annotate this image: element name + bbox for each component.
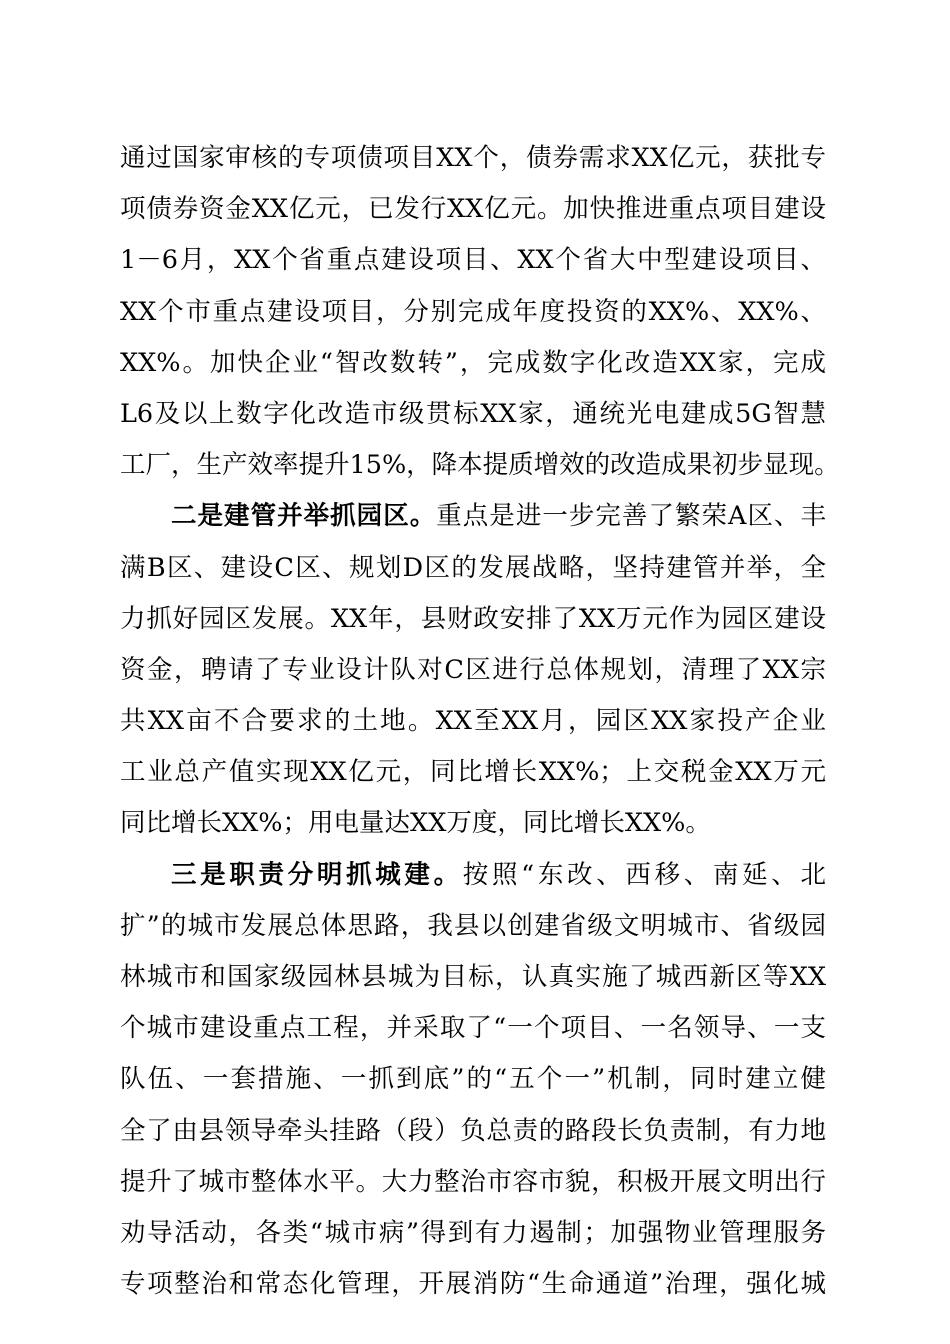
text-line-first	[120, 491, 826, 542]
text-line: 劝导活动，各类“城市病”得到有力遏制；加强物业管理服务	[120, 1217, 826, 1248]
paragraph-1	[120, 133, 840, 491]
paragraph-2	[120, 491, 826, 849]
text-line: 同比增长XX%；用电量达XX万度，同比增长XX%。	[120, 808, 711, 839]
text-line: 工业总产值实现XX亿元，同比增长XX%；上交税金XX万元	[120, 757, 826, 788]
paragraph-heading: 三是职责分明抓城建。	[171, 859, 463, 890]
text-line: L6及以上数字化改造市级贯标XX家，通统光电建成5G智慧	[120, 398, 826, 429]
text-line: 林城市和国家级园林县城为目标，认真实施了城西新区等XX	[120, 962, 826, 992]
text-line: 专项整治和常态化管理，开展消防“生命通道”治理，强化城	[120, 1269, 826, 1300]
text-line: 通过国家审核的专项债项目XX个，债券需求XX亿元，获批专	[120, 143, 826, 173]
text-line: 提升了城市整体水平。大力整治市容市貌，积极开展文明出行	[120, 1166, 826, 1197]
paragraph-3	[120, 850, 826, 1311]
text-line: 满B区、建设C区、规划D区的发展战略，坚持建管并举，全	[120, 552, 826, 583]
paragraph-text: 按照“东改、西移、南延、北	[462, 859, 826, 890]
text-line: 1－6月，XX个省重点建设项目、XX个省大中型建设项目、	[120, 245, 826, 276]
document-body	[120, 133, 840, 1310]
text-line: 资金，聘请了专业设计队对C区进行总体规划，清理了XX宗	[120, 654, 826, 685]
text-line: 项债券资金XX亿元，已发行XX亿元。加快推进重点项目建设	[120, 194, 826, 225]
text-line: 扩”的城市发展总体思路，我县以创建省级文明城市、省级园	[120, 910, 826, 941]
text-line: 力抓好园区发展。XX年，县财政安排了XX万元作为园区建设	[120, 603, 826, 634]
text-line: 共XX亩不合要求的土地。XX至XX月，园区XX家投产企业	[120, 706, 826, 737]
text-line: XX%。加快企业“智改数转”，完成数字化改造XX家，完成	[120, 347, 826, 378]
text-line: XX个市重点建设项目，分别完成年度投资的XX%、XX%、	[120, 296, 826, 327]
text-line: 全了由县领导牵头挂路（段）负总责的路段长负责制，有力地	[120, 1115, 826, 1146]
text-line-first	[120, 850, 826, 901]
text-line: 个城市建设重点工程，并采取了“一个项目、一名领导、一支	[120, 1013, 826, 1044]
text-line: 队伍、一套措施、一抓到底”的“五个一”机制，同时建立健	[120, 1064, 826, 1095]
paragraph-text: 重点是进一步完善了繁荣A区、丰	[436, 501, 826, 532]
paragraph-heading: 二是建管并举抓园区。	[171, 501, 437, 532]
text-line: 工厂，生产效率提升15%，降本提质增效的改造成果初步显现。	[120, 450, 840, 481]
